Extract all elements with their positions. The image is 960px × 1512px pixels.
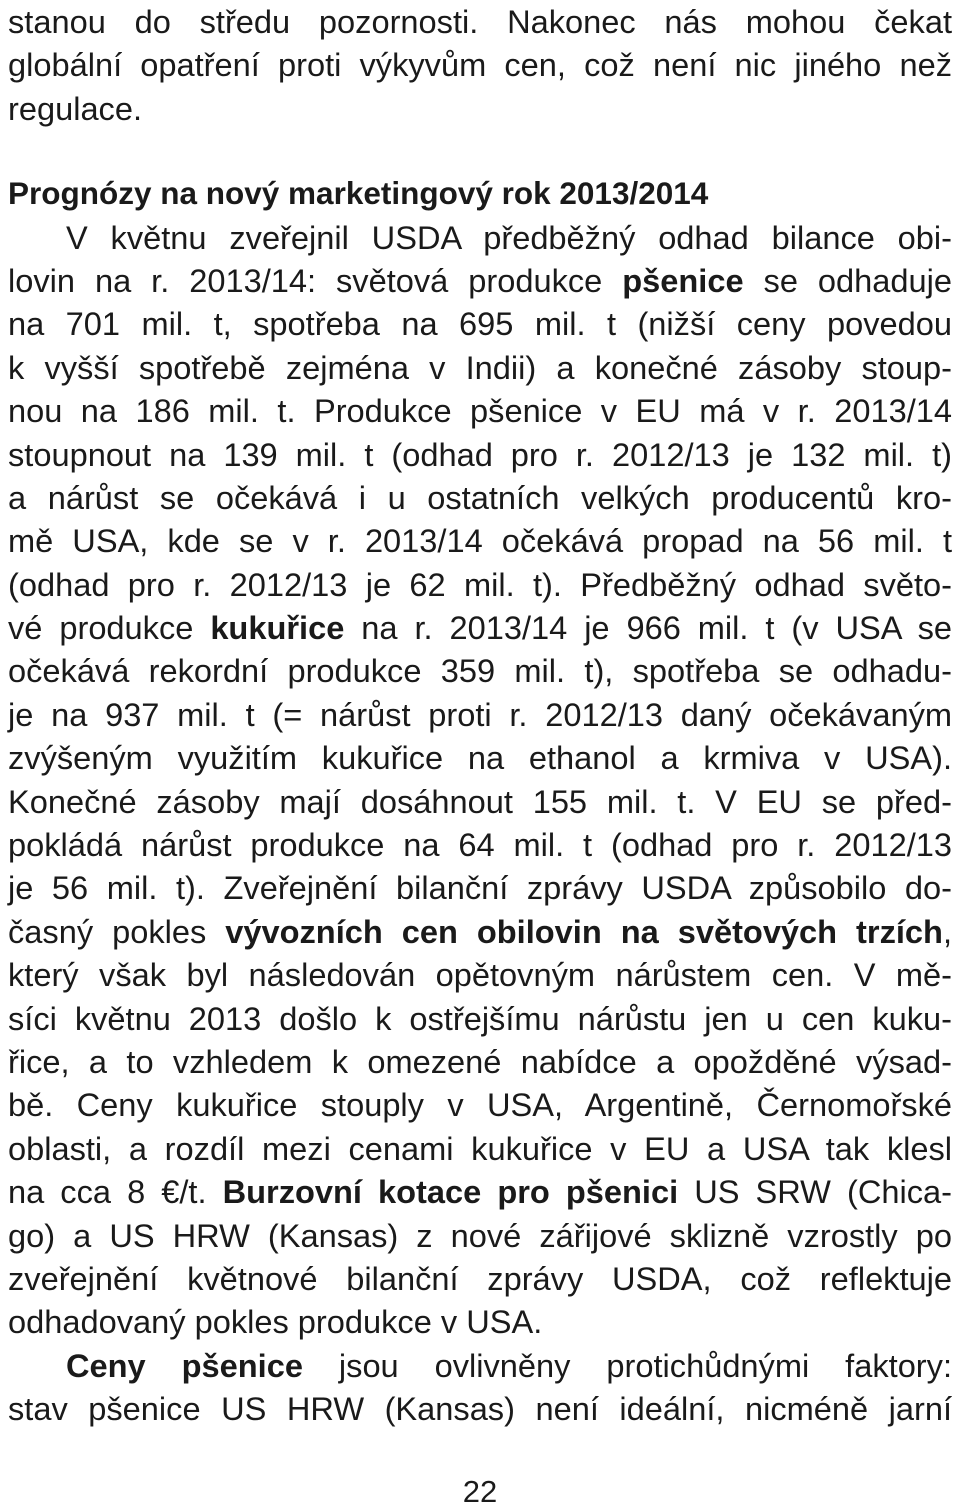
paragraph-line: stoupnout na 139 mil. t (odhad pro r. 2012/13 je 132 mil. t) [8,435,952,473]
paragraph-wheat-prices [8,1344,952,1431]
paragraph-line: k vyšší spotřebě zejména v Indii) a konečné zásoby stoup- [8,348,952,386]
paragraph-line: odhadovaný pokles produkce v USA. [8,1303,543,1341]
intro-line: regulace. [8,89,143,127]
paragraph-line: síci květnu 2013 došlo k ostřejšímu nárůstu jen u cen kuku- [8,999,952,1037]
paragraph-line: řice, a to vzhledem k omezené nabídce a opožděné výsad- [8,1042,952,1080]
page-number: 22 [462,1474,498,1509]
paragraph-line: nou na 186 mil. t. Produkce pšenice v EU má v r. 2013/14 [8,392,952,430]
paragraph-line: na cca 8 €/t. Burzovní kotace pro pšenici US SRW (Chica- [8,1173,952,1211]
paragraph-line: zveřejnění květnové bilanční zprávy USDA, což reflektuje [8,1259,952,1297]
paragraph-line: který však byl následován opětovným nárůstem cen. V mě- [8,956,952,994]
intro-line: stanou do středu pozornosti. Nakonec nás mohou čekat [8,3,952,40]
bold-term-exchange-quotes: Burzovní kotace pro pšenici [222,1173,679,1211]
paragraph-line: Konečné zásoby mají dosáhnout 155 mil. t. V EU se před- [8,782,952,820]
paragraph-line: lovin na r. 2013/14: světová produkce pšenice se odhaduje [8,261,952,299]
paragraph-line: V květnu zveřejnil USDA předběžný odhad bilance obi- [66,218,952,256]
bold-term-export-prices: vývozních cen obilovin na světových trzích [225,912,943,950]
paragraph-line: očekává rekordní produkce 359 mil. t), spotřeba se odhadu- [8,652,952,690]
paragraph-line: časný pokles vývozních cen obilovin na světových trzích, [8,912,952,950]
paragraph-line: mě USA, kde se v r. 2013/14 očekává propad na 56 mil. t [8,522,952,560]
paragraph-line: vé produkce kukuřice na r. 2013/14 je 966 mil. t (v USA se [8,609,952,647]
bold-term-wheat-prices: Ceny pšenice [66,1346,303,1384]
intro-line: globální opatření proti výkyvům cen, což není nic jiného než [8,46,952,84]
paragraph-line: je na 937 mil. t (= nárůst proti r. 2012/13 daný očekávaným [8,695,952,733]
paragraph-line: oblasti, a rozdíl mezi cenami kukuřice v EU a USA tak klesl [8,1129,952,1167]
paragraph-line: (odhad pro r. 2012/13 je 62 mil. t). Předběžný odhad světo- [8,565,952,603]
section-heading: Prognózy na nový marketingový rok 2013/2014 [8,175,709,212]
bold-term-corn: kukuřice [210,609,345,647]
paragraph-forecast [8,216,952,1344]
paragraph-line: bě. Ceny kukuřice stouply v USA, Argentině, Černomořské [8,1086,952,1124]
paragraph-line: je 56 mil. t). Zveřejnění bilanční zprávy USDA způsobilo do- [8,869,952,907]
paragraph-line: Ceny pšenice jsou ovlivněny protichůdnými faktory: [66,1346,952,1384]
paragraph-line: a nárůst se očekává i u ostatních velkých producentů kro- [8,478,952,516]
paragraph-line: pokládá nárůst produkce na 64 mil. t (odhad pro r. 2012/13 [8,826,952,864]
bold-term-wheat: pšenice [622,261,744,299]
paragraph-line: go) a US HRW (Kansas) z nové zářijové sklizně vzrostly po [8,1216,952,1254]
paragraph-line: stav pšenice US HRW (Kansas) není ideální, nicméně jarní [8,1390,952,1428]
section-gap [8,130,952,172]
paragraph-line: zvýšeným využitím kukuřice na ethanol a krmiva v USA). [8,739,952,777]
paragraph-line: na 701 mil. t, spotřeba na 695 mil. t (nižší ceny povedou [8,305,952,343]
document-page [8,0,952,1431]
